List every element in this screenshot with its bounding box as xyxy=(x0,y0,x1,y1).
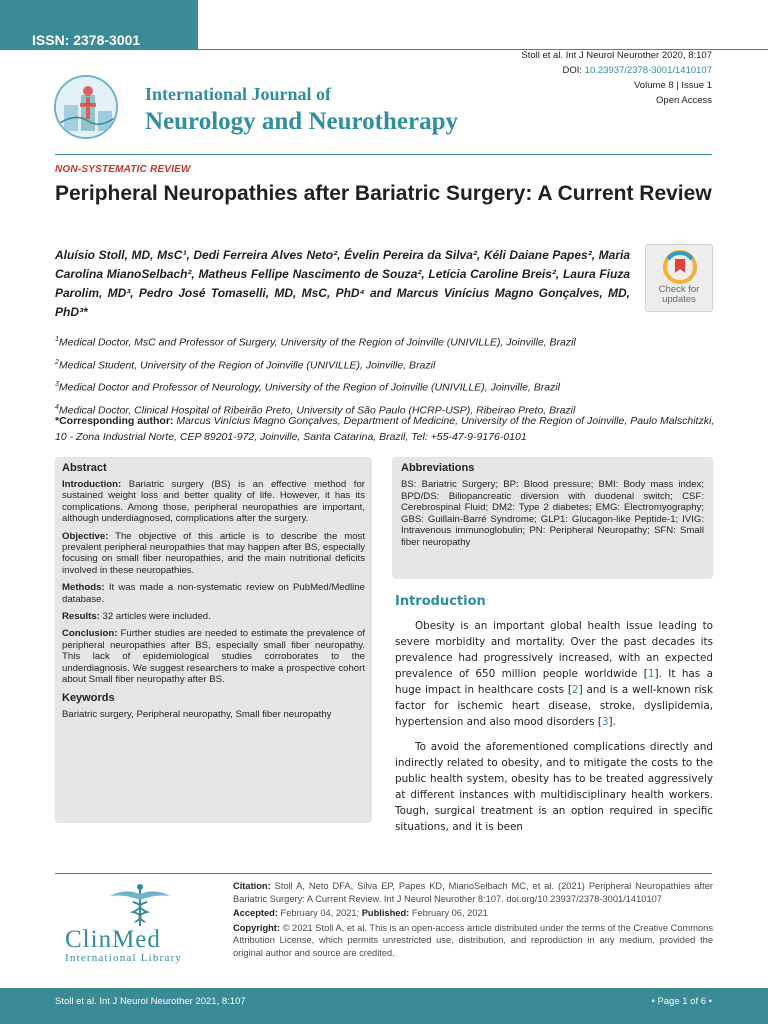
issn-banner xyxy=(0,0,198,50)
page-footer xyxy=(0,988,768,1024)
corresponding-author xyxy=(55,413,715,445)
abstract-results: Results: 32 articles were included. xyxy=(62,611,211,623)
citation-block xyxy=(233,880,713,960)
publisher-name: ClinMed xyxy=(65,926,161,953)
abbreviations-heading: Abbreviations xyxy=(401,462,475,474)
doi-label: DOI: xyxy=(562,65,583,76)
doi-link[interactable]: 10.23937/2378-3001/1410107 xyxy=(584,65,712,76)
corresponding-label: *Corresponding author: xyxy=(55,415,174,427)
corresponding-text: Marcus Vinícius Magno Gonçalves, Department of Medicine, University of the Region of Joinville, Paulo Malschitzki, 10 - Zona Industrial Norte, CEP 89201-972, Joinville, Santa Catarina, Brazil, Tel: +55-47-9-9176-0101 xyxy=(55,415,715,443)
introduction-paragraph: To avoid the aforementioned complications directly and indirectly related to obesity, and to mitigate the costs to the public health system, obesity has to be treated aggressively at different instances with multidisciplinary health workers. Tough, surgical treatment is an option required in specific situations, and it is been xyxy=(395,741,713,833)
affiliations xyxy=(55,330,715,420)
publisher-subtitle: International Library xyxy=(65,952,183,964)
page-number: • Page 1 of 6 • xyxy=(651,996,712,1007)
open-access-label: Open Access xyxy=(656,95,712,106)
abbreviations-box xyxy=(392,457,713,579)
introduction-heading: Introduction xyxy=(395,594,486,609)
journal-name-line1: International Journal of xyxy=(145,84,332,104)
keywords-heading: Keywords xyxy=(62,691,115,704)
abstract-objective: Objective: The objective of this article is to describe the most prevalent peripheral neuropathies that may happen after BS, especially focusing on small fiber neuropathies, and the main nutritional deficits involved in these neuropathies. xyxy=(62,530,365,576)
issn-label: ISSN: 2378-3001 xyxy=(32,32,141,48)
affiliation-item: $^2$Medical Student, University of the Region of Joinville (UNIVILLE), Joinville, Brazil xyxy=(55,358,436,371)
check-for-updates-button[interactable] xyxy=(645,244,713,312)
check-updates-icon xyxy=(646,247,714,287)
publisher-logo xyxy=(55,882,225,972)
reference-link[interactable]: 2 xyxy=(571,684,579,696)
introduction-body xyxy=(395,618,713,835)
dates-text: Accepted: February 04, 2021; Published: February 06, 2021 xyxy=(233,908,488,919)
abbreviations-text: BS: Bariatric Surgery; BP: Blood pressure; BMI: Body mass index; BPD/DS: Biliopancreatic diversion with duodenal switch; CSF: Cerebrospinal Fluid; DM2: Type 2 diabetes; EMG: Electromyography; GBS: Guillain-Barré Syndrome; GLP1: Glucagon-like Peptide-1; IVIG: Intravenous immunoglobulin; PN: Peripheral Neuropathy; SFN: Small fiber neuropathy xyxy=(401,479,704,548)
abstract-methods: Methods: It was made a non-systematic review on PubMed/Medline database. xyxy=(62,582,365,605)
article-title: Peripheral Neuropathies after Bariatric Surgery: A Current Review xyxy=(55,182,712,205)
citation-line: Stoll et al. Int J Neurol Neurother 2020, 8:107 xyxy=(521,50,712,61)
footer-citation: Stoll et al. Int J Neurol Neurother 2021, 8:107 xyxy=(55,996,246,1007)
author-list: Aluísio Stoll, MD, MsC¹, Dedi Ferreira Alves Neto², Évelin Pereira da Silva², Kéli Daiane Papes², Maria Carolina MianoSelbach², Matheus Fellipe Nascimento de Souza², Letícia Caroline Breis², Laura Fiuza Parolim, MD³, Pedro José Tomaselli, MD, MsC, PhD⁴ and Marcus Vinícius Magno Gonçalves, MD, PhD³* xyxy=(55,248,630,319)
keywords-text: Bariatric surgery, Peripheral neuropathy, Small fiber neuropathy xyxy=(62,708,332,720)
citation-text: Citation: Stoll A, Neto DFA, Silva EP, Papes KD, MianoSelbach MC, et al. (2021) Peripheral Neuropathies after Bariatric Surgery: A Current Review. Int J Neurol Neurother 8:107. doi.org/10.23937/2378-3001/1410107 xyxy=(233,881,713,904)
affiliation-item: $^3$Medical Doctor and Professor of Neurology, University of the Region of Joinville (UNIVILLE), Joinville, Brazil xyxy=(55,381,561,394)
doi-line xyxy=(521,63,712,78)
abstract-heading: Abstract xyxy=(62,462,107,474)
volume-issue: Volume 8 | Issue 1 xyxy=(634,80,712,91)
article-type-tag: NON-SYSTEMATIC REVIEW xyxy=(55,164,191,175)
affiliation-item: $^1$Medical Doctor, MsC and Professor of Surgery, University of the Region of Joinville (UNIVILLE), Joinville, Brazil xyxy=(55,336,576,349)
article-meta xyxy=(521,48,712,108)
abstract-conclusion: Conclusion: Further studies are needed to estimate the prevalence of peripheral neuropathies after BS, especially small fiber neuropathy. This lack of epidemiological studies corroborates to the underdiagnosis. We suggest researchers to make a prospective cohort about Small fiber neuropathy after BS. xyxy=(62,628,365,686)
journal-logo-icon xyxy=(54,75,118,139)
reference-link[interactable]: 1 xyxy=(647,668,655,680)
caduceus-icon xyxy=(55,882,225,930)
citation-divider xyxy=(55,873,712,874)
copyright-text: Copyright: © 2021 Stoll A, et al. This is an open-access article distributed under the terms of the Creative Commons Attribution License, which permits unrestricted use, distribution, and reproduction in any medium, provided the original author and source are credited. xyxy=(233,922,714,958)
introduction-paragraph: Obesity is an important global health issue leading to severe morbidity and mortality. Over the past decades its prevalence had progressively increased, with an expected prevalence of 650 million people worldwide [1]. It has a huge impact in healthcare costs [2] and is a well-known risk factor for ischemic heart disease, stroke, dyslipidemia, hypertension and also mood disorders [3]. xyxy=(395,620,713,728)
abstract-box xyxy=(55,457,372,823)
reference-link[interactable]: 3 xyxy=(601,716,609,728)
abstract-introduction: Introduction: Bariatric surgery (BS) is an effective method for sustained weight loss and better quality of life. However, it has its complications. Among those, peripheral neuropathies are important, although underdiagnosed, complications after the surgery. xyxy=(62,479,365,525)
header-divider xyxy=(55,154,712,155)
affiliation-item: $^4$Medical Doctor, Clinical Hospital of Ribeirão Preto, University of São Paulo (HCRP-USP), Ribeirao Preto, Brazil xyxy=(55,403,576,416)
journal-name-line2: Neurology and Neurotherapy xyxy=(145,108,458,135)
check-updates-label: Check for updates xyxy=(658,284,700,305)
